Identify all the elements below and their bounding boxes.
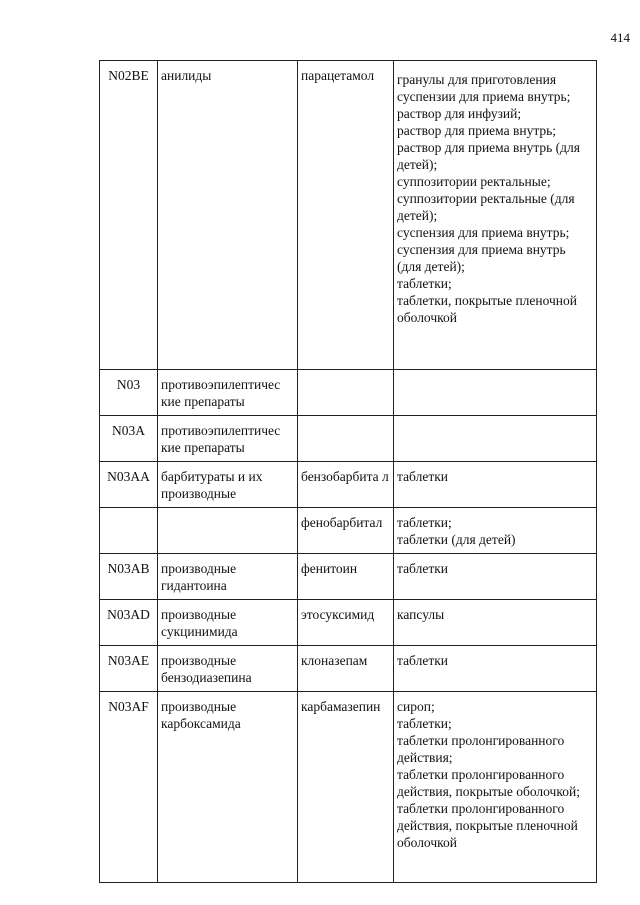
table-row [100, 416, 597, 462]
atc-code: N03AB [100, 554, 158, 600]
dosage-form: раствор для приема внутрь (для детей); [397, 140, 580, 172]
dosage-forms [394, 508, 597, 554]
dosage-forms [394, 462, 597, 508]
pharmacological-group [158, 508, 298, 554]
dosage-forms [394, 600, 597, 646]
dosage-form: капсулы [397, 607, 445, 622]
table-row [100, 646, 597, 692]
table-row [100, 508, 597, 554]
dosage-form: суспензия для приема внутрь (для детей); [397, 242, 566, 274]
dosage-form: суппозитории ректальные; [397, 174, 551, 189]
dosage-forms [394, 416, 597, 462]
drug-name [298, 416, 394, 462]
dosage-form: таблетки; [397, 716, 452, 731]
page-number: 414 [610, 30, 630, 45]
dosage-form: таблетки; [397, 515, 452, 530]
pharmacological-group: противоэпилептичес кие препараты [158, 370, 298, 416]
dosage-form: таблетки [397, 561, 449, 576]
drug-name: клоназепам [298, 646, 394, 692]
drug-name: фенобарбитал [298, 508, 394, 554]
atc-code [100, 508, 158, 554]
pharmacological-group: производные гидантоина [158, 554, 298, 600]
table-row [100, 554, 597, 600]
dosage-forms [394, 61, 597, 370]
table-row [100, 692, 597, 883]
dosage-form: таблетки [397, 653, 449, 668]
pharmacological-group: производные сукцинимида [158, 600, 298, 646]
dosage-forms [394, 646, 597, 692]
pharmacological-group: анилиды [158, 61, 298, 370]
dosage-form: таблетки, покрытые пленочной оболочкой [397, 293, 578, 325]
dosage-form: раствор для приема внутрь; [397, 123, 557, 138]
table-row [100, 370, 597, 416]
dosage-form: таблетки [397, 469, 449, 484]
dosage-form: таблетки (для детей) [397, 532, 516, 547]
atc-code: N02BE [100, 61, 158, 370]
atc-code: N03AA [100, 462, 158, 508]
atc-code: N03AE [100, 646, 158, 692]
pharmacological-group: производные карбоксамида [158, 692, 298, 883]
dosage-forms [394, 692, 597, 883]
pharmacological-group: производные бензодиазепина [158, 646, 298, 692]
dosage-form: таблетки пролонгированного действия; [397, 733, 565, 765]
dosage-form: таблетки пролонгированного действия, покрытые оболочкой; [397, 767, 580, 799]
dosage-form: таблетки; [397, 276, 452, 291]
drug-table [99, 60, 597, 883]
drug-name: этосуксимид [298, 600, 394, 646]
dosage-form: таблетки пролонгированного действия, покрытые пленочной оболочкой [397, 801, 578, 850]
table-row [100, 61, 597, 370]
table-row [100, 600, 597, 646]
drug-name: парацетамол [298, 61, 394, 370]
drug-name: фенитоин [298, 554, 394, 600]
drug-name [298, 370, 394, 416]
atc-code: N03AD [100, 600, 158, 646]
drug-name: бензобарбита л [298, 462, 394, 508]
table-row [100, 462, 597, 508]
pharmacological-group: противоэпилептичес кие препараты [158, 416, 298, 462]
atc-code: N03 [100, 370, 158, 416]
atc-code: N03AF [100, 692, 158, 883]
dosage-form: суспензия для приема внутрь; [397, 225, 570, 240]
pharmacological-group: барбитураты и их производные [158, 462, 298, 508]
drug-name: карбамазепин [298, 692, 394, 883]
dosage-forms [394, 554, 597, 600]
dosage-form: суппозитории ректальные (для детей); [397, 191, 575, 223]
dosage-form: гранулы для приготовления суспензии для приема внутрь; [397, 72, 571, 104]
dosage-form: сироп; [397, 699, 435, 714]
dosage-form: раствор для инфузий; [397, 106, 522, 121]
dosage-forms [394, 370, 597, 416]
atc-code: N03A [100, 416, 158, 462]
